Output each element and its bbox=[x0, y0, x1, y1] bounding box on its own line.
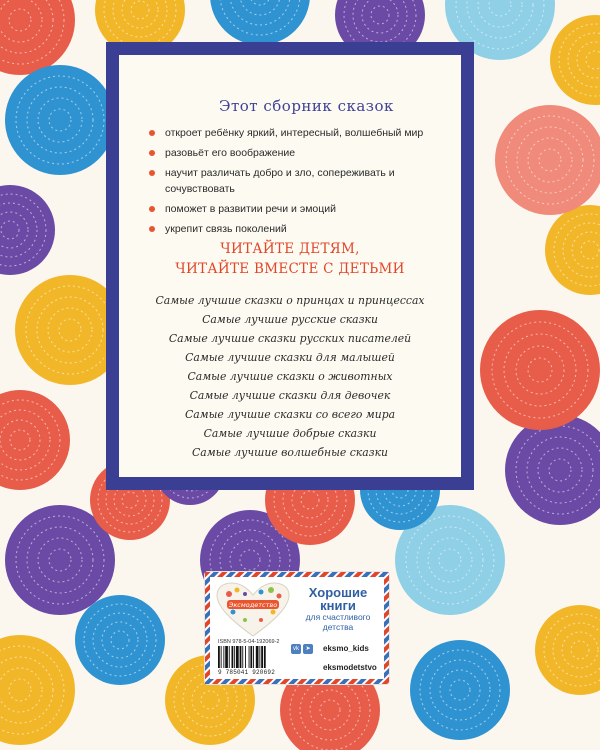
dotted-circle bbox=[210, 0, 310, 45]
dotted-circle bbox=[535, 605, 600, 695]
series-title: Самые лучшие сказки со всего мира bbox=[184, 408, 396, 421]
dotted-circle bbox=[0, 635, 75, 745]
list-item: разовьёт его воображение bbox=[149, 145, 459, 161]
motto-line-1: ЧИТАЙТЕ ДЕТЯМ, bbox=[220, 241, 360, 257]
series-title: Самые лучшие сказки русских писателей bbox=[168, 332, 412, 345]
series-title: Самые лучшие сказки о принцах и принцессах bbox=[155, 294, 425, 307]
heart-logo-icon bbox=[215, 582, 291, 638]
barcode-icon bbox=[218, 646, 286, 668]
list-item: откроет ребёнку яркий, интересный, волшебный мир bbox=[149, 125, 459, 141]
series-title: Самые лучшие сказки для малышей bbox=[185, 351, 395, 364]
benefits-list bbox=[149, 125, 459, 241]
list-item: научит различать добро и зло, сопереживать и сочувствовать bbox=[149, 165, 459, 197]
dotted-circle bbox=[0, 0, 75, 75]
barcode-number: 9 785041 920692 bbox=[218, 669, 276, 676]
isbn-text: ISBN 978-5-04-192069-2 bbox=[218, 639, 280, 645]
series-list bbox=[119, 291, 461, 462]
list-item: укрепит связь поколений bbox=[149, 221, 459, 237]
series-title: Самые лучшие русские сказки bbox=[202, 313, 378, 326]
telegram-icon[interactable]: ➤ bbox=[303, 644, 313, 654]
list-item: поможет в развитии речи и эмоций bbox=[149, 201, 459, 217]
info-panel bbox=[106, 42, 474, 490]
publisher-sticker bbox=[205, 572, 389, 684]
dotted-circle bbox=[5, 65, 115, 175]
series-title: Самые лучшие сказки для девочек bbox=[189, 389, 391, 402]
bullet-dot-icon bbox=[149, 206, 155, 212]
series-title: Самые лучшие сказки о животных bbox=[187, 370, 393, 383]
dotted-circle bbox=[550, 15, 600, 105]
dotted-circle bbox=[0, 390, 70, 490]
dotted-circle bbox=[75, 595, 165, 685]
series-title: Самые лучшие волшебные сказки bbox=[192, 446, 388, 459]
series-title: Самые лучшие добрые сказки bbox=[203, 427, 377, 440]
vk-icon[interactable]: vk bbox=[293, 646, 299, 652]
bullet-dot-icon bbox=[149, 150, 155, 156]
panel-title: Этот сборник сказок bbox=[219, 97, 394, 115]
bullet-dot-icon bbox=[149, 226, 155, 232]
bullet-dot-icon bbox=[149, 130, 155, 136]
social-handle-detstvo[interactable]: eksmodetstvo bbox=[323, 663, 377, 672]
dotted-circle bbox=[410, 640, 510, 740]
dotted-circle bbox=[545, 205, 600, 295]
social-handle-kids[interactable]: eksmo_kids bbox=[323, 644, 369, 653]
tagline: Хорошие книги для счастливого детства bbox=[305, 585, 371, 632]
dotted-circle bbox=[0, 185, 55, 275]
social-icons bbox=[291, 644, 313, 654]
dotted-circle bbox=[495, 105, 600, 215]
bullet-dot-icon bbox=[149, 170, 155, 176]
motto-line-2: ЧИТАЙТЕ ВМЕСТЕ С ДЕТЬМИ bbox=[175, 261, 405, 277]
dotted-circle bbox=[505, 415, 600, 525]
dotted-circle bbox=[480, 310, 600, 430]
logo-text: Эксмодетство bbox=[228, 601, 278, 609]
